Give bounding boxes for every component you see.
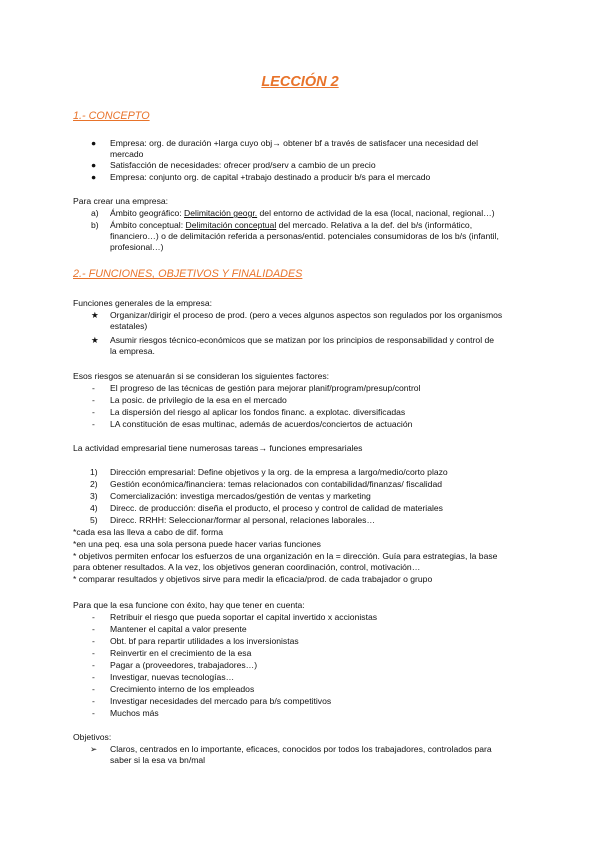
exito-item: Retribuir el riesgo que pueda soportar el capital invertido x accionistas	[110, 612, 378, 622]
dash-marker: -	[92, 636, 95, 646]
nota-line: * comparar resultados y objetivos sirve para medir la eficacia/prod. de cada trabajador o grupo	[73, 574, 433, 584]
section-heading-concepto: 1.- CONCEPTO	[73, 110, 150, 122]
funcion-line: Asumir riesgos técnico-económicos que se matizan por los principios de responsabilidad y control de	[110, 335, 495, 345]
tarea-item: Comercialización: investiga mercados/gestión de ventas y marketing	[110, 491, 371, 501]
list-marker: 2)	[90, 479, 98, 489]
funcion-line: estatales)	[110, 321, 148, 331]
tarea-item: Direcc. de producción: diseña el producto, el proceso y control de calidad de materiales	[110, 503, 443, 513]
concepto-bullet-line: mercado	[110, 149, 144, 159]
crear-intro: Para crear una empresa:	[73, 196, 169, 206]
crear-item-text: del mercado. Relativa a la def. del b/s (informático,	[276, 220, 473, 230]
dash-marker: -	[92, 696, 95, 706]
exito-item: Investigar necesidades del mercado para b/s competitivos	[110, 696, 332, 706]
nota-line: * objetivos permiten enfocar los esfuerzos de una organización en la = dirección. Guía para estrategias, la base	[73, 551, 498, 561]
riesgo-item: La posic. de privilegio de la esa en el mercado	[110, 395, 287, 405]
funciones-intro: Funciones generales de la empresa:	[73, 298, 213, 308]
exito-item: Investigar, nuevas tecnologías…	[110, 672, 235, 682]
crear-item-text: Ámbito geográfico:	[110, 208, 185, 218]
nota-line: *cada esa las lleva a cabo de dif. forma	[73, 527, 224, 537]
tarea-item: Dirección empresarial: Define objetivos y la org. de la empresa a largo/medio/corto plazo	[110, 467, 448, 477]
funcion-line: la empresa.	[110, 346, 155, 356]
dash-marker: -	[92, 419, 95, 429]
riesgo-item: LA constitución de esas multinac, además de acuerdos/conciertos de actuación	[110, 419, 413, 429]
objetivo-line: saber si la esa va bn/mal	[110, 755, 206, 765]
dash-marker: -	[92, 708, 95, 718]
bullet-dot-icon: ●	[91, 172, 97, 182]
exito-item: Mantener el capital a valor presente	[110, 624, 247, 634]
crear-item-underlined: Delimitación conceptual	[185, 220, 277, 230]
list-marker: 5)	[90, 515, 98, 525]
arrowhead-icon: ➢	[90, 744, 98, 754]
dash-marker: -	[92, 672, 95, 682]
list-marker: 1)	[90, 467, 98, 477]
bullet-dot-icon: ●	[91, 160, 97, 170]
dash-marker: -	[92, 383, 95, 393]
exito-item: Reinvertir en el crecimiento de la esa	[110, 648, 252, 658]
dash-marker: -	[92, 684, 95, 694]
list-marker: 3)	[90, 491, 98, 501]
crear-item-text: del entorno de actividad de la esa (local, nacional, regional…)	[257, 208, 495, 218]
riesgos-intro: Esos riesgos se atenuarán si se consideran los siguientes factores:	[73, 371, 330, 381]
tareas-intro: La actividad empresarial tiene numerosas tareas→ funciones empresariales	[73, 443, 363, 453]
riesgo-item: La dispersión del riesgo al aplicar los fondos financ. a explotac. diversificadas	[110, 407, 406, 417]
exito-item: Obt. bf para repartir utilidades a los inversionistas	[110, 636, 299, 646]
dash-marker: -	[92, 624, 95, 634]
concepto-bullet-line: Satisfacción de necesidades: ofrecer prod/serv a cambio de un precio	[110, 160, 376, 170]
tarea-item: Direcc. RRHH: Seleccionar/formar al personal, relaciones laborales…	[110, 515, 376, 525]
exito-item: Crecimiento interno de los empleados	[110, 684, 255, 694]
concepto-bullet-line: Empresa: conjunto org. de capital +trabajo destinado a producir b/s para el mercado	[110, 172, 431, 182]
crear-item-line: financiero…) o de delimitación referida a personas/entid. potenciales consumidoras de los b/s (infantil,	[110, 231, 499, 241]
list-marker: b)	[91, 220, 99, 230]
objetivo-line: Claros, centrados en lo importante, eficaces, conocidos por todos los trabajadores, controlados para	[110, 744, 492, 754]
bullet-dot-icon: ●	[91, 138, 97, 148]
nota-line: para obtener resultados. A la vez, los objetivos generan coordinación, control, motivación…	[73, 562, 421, 572]
dash-marker: -	[92, 612, 95, 622]
exito-item: Muchos más	[110, 708, 159, 718]
dash-marker: -	[92, 395, 95, 405]
crear-item-b	[110, 220, 472, 231]
dash-marker: -	[92, 407, 95, 417]
exito-item: Pagar a (proveedores, trabajadores…)	[110, 660, 258, 670]
crear-item-a	[110, 208, 495, 219]
tarea-item: Gestión económica/financiera: temas relacionados con contabilidad/finanzas/ fiscalidad	[110, 479, 443, 489]
concepto-bullet-line: Empresa: org. de duración +larga cuyo obj→ obtener bf a través de satisfacer una necesidad del	[110, 138, 479, 148]
riesgo-item: El progreso de las técnicas de gestión para mejorar planif/program/presup/control	[110, 383, 421, 393]
dash-marker: -	[92, 648, 95, 658]
funcion-line: Organizar/dirigir el proceso de prod. (pero a veces algunos aspectos son regulados por los organismos	[110, 310, 503, 320]
exito-intro: Para que la esa funcione con éxito, hay que tener en cuenta:	[73, 600, 305, 610]
lesson-title: LECCIÓN 2	[261, 74, 339, 90]
star-icon: ★	[91, 335, 99, 345]
list-marker: a)	[91, 208, 99, 218]
star-icon: ★	[91, 310, 99, 320]
section-heading-funciones: 2.- FUNCIONES, OBJETIVOS Y FINALIDADES	[73, 268, 303, 280]
nota-line: *en una peq. esa una sola persona puede hacer varias funciones	[73, 539, 321, 549]
objetivos-intro: Objetivos:	[73, 732, 112, 742]
list-marker: 4)	[90, 503, 98, 513]
crear-item-text: Ámbito conceptual:	[110, 220, 186, 230]
crear-item-line: profesional…)	[110, 242, 164, 252]
crear-item-underlined: Delimitación geogr.	[184, 208, 258, 218]
dash-marker: -	[92, 660, 95, 670]
